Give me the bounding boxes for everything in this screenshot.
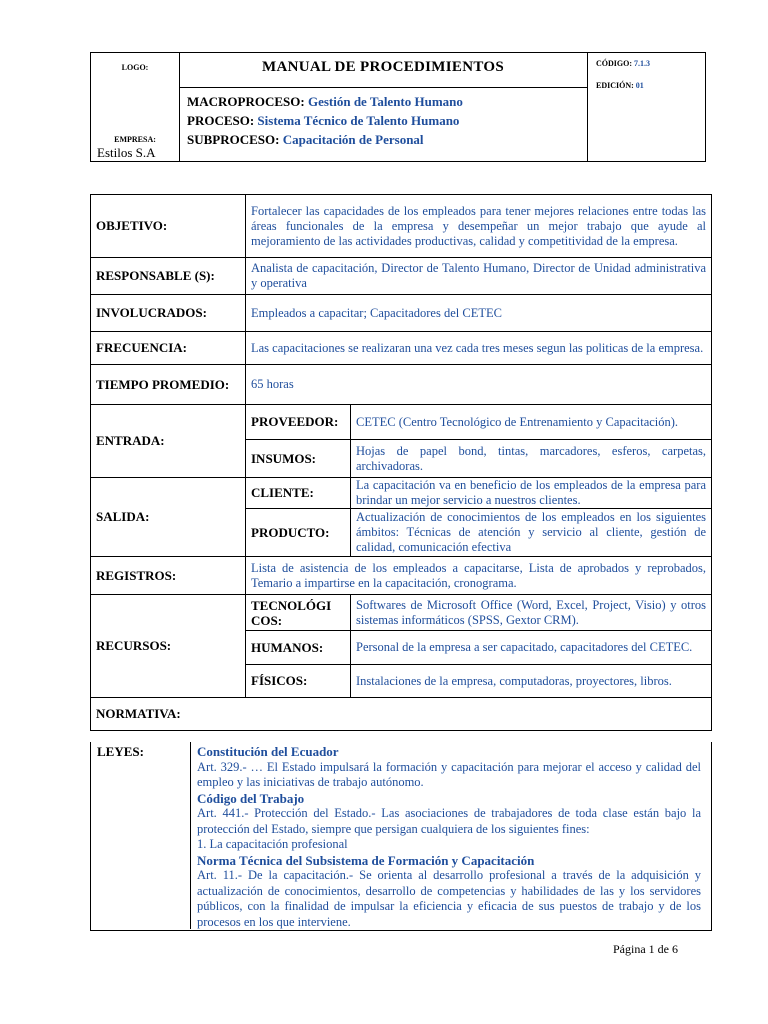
involucrados-text: Empleados a capacitar; Capacitadores del CETEC (246, 295, 712, 332)
proceso-label: PROCESO: (187, 113, 255, 128)
header-middle (179, 53, 588, 161)
proveedor-text: CETEC (Centro Tecnológico de Entrenamiento y Capacitación). (351, 405, 712, 440)
normativa-label: NORMATIVA: (91, 698, 712, 731)
frecuencia-text: Las capacitaciones se realizaran una vez cada tres meses segun las politicas de la empresa. (246, 332, 712, 365)
salida-label: SALIDA: (91, 478, 246, 557)
proveedor-label: PROVEEDOR: (246, 405, 351, 440)
subproceso-label: SUBPROCESO: (187, 132, 280, 147)
law-heading-constitucion: Constitución del Ecuador (197, 744, 339, 759)
humanos-text: Personal de la empresa a ser capacitado, capacitadores del CETEC. (351, 631, 712, 665)
registros-label: REGISTROS: (91, 557, 246, 595)
empresa-value: Estilos S.A (97, 145, 156, 160)
law-heading-norma-tecnica: Norma Técnica del Subsistema de Formación y Capacitación (197, 852, 535, 868)
law-text-art11: Art. 11.- De la capacitación.- Se orienta al desarrollo profesional a través de la adquisición y actualización de conocimientos, desarrollo de competencias y habilidades de las y los servidores públicos, con la finalidad de impulsar la eficiencia y eficacia de sus puestos de trabajo y de los procesos en los que interviene. (197, 868, 701, 929)
registros-text: Lista de asistencia de los empleados a capacitarse, Lista de aprobados y reprobados, Temario a impartirse en la capacitación, cronograma. (246, 557, 712, 595)
frecuencia-label: FRECUENCIA: (91, 332, 246, 365)
law-text-art329: Art. 329.- … El Estado impulsará la formación y capacitación para mejorar el acceso y calidad del empleo y las iniciativas de trabajo autónomo. (197, 759, 701, 789)
tecnologicos-label: TECNOLÓGI COS: (246, 595, 351, 631)
leyes-label: LEYES: (91, 742, 191, 929)
tiempo-label: TIEMPO PROMEDIO: (91, 365, 246, 405)
table-row (91, 295, 712, 332)
fisicos-label: FÍSICOS: (246, 665, 351, 698)
document-header (90, 52, 706, 162)
insumos-label: INSUMOS: (246, 440, 351, 478)
table-row (91, 557, 712, 595)
responsable-text: Analista de capacitación, Director de Talento Humano, Director de Unidad administrativa y operativa (246, 258, 712, 295)
insumos-text: Hojas de papel bond, tintas, marcadores, esferos, carpetas, archivadoras. (351, 440, 712, 478)
procedure-table (90, 194, 712, 731)
table-row (91, 195, 712, 258)
involucrados-label: INVOLUCRADOS: (91, 295, 246, 332)
objetivo-label: OBJETIVO: (91, 195, 246, 258)
table-row (91, 365, 712, 405)
macroproceso-value: Gestión de Talento Humano (307, 94, 463, 109)
codigo-value: 7.1.3 (634, 59, 650, 68)
table-row (91, 478, 712, 509)
edicion-label: EDICIÓN: (596, 81, 634, 90)
proceso-value: Sistema Técnico de Talento Humano (257, 113, 460, 128)
subproceso-value: Capacitación de Personal (282, 132, 424, 147)
table-row (91, 595, 712, 631)
codigo-label: CÓDIGO: (596, 59, 632, 68)
table-row (91, 405, 712, 440)
recursos-label: RECURSOS: (91, 595, 246, 698)
producto-text: Actualización de conocimientos de los empleados en los siguientes ámbitos: Técnicas de atención y servicio al cliente, gestión de calidad, comunicación efectiva (351, 509, 712, 557)
empresa-label: EMPRESA: (114, 135, 156, 144)
table-row (91, 258, 712, 295)
table-row (91, 698, 712, 731)
law-text-art441: Art. 441.- Protección del Estado.- Las asociaciones de trabajadores de toda clase están bajo la protección del Estado, siempre que persigan cualquiera de los siguientes fines: (197, 806, 701, 836)
page-number: Página 1 de 6 (613, 942, 678, 956)
logo-cell (91, 53, 180, 161)
leyes-section (90, 742, 712, 931)
logo-label: LOGO: (121, 63, 149, 72)
entrada-label: ENTRADA: (91, 405, 246, 478)
producto-label: PRODUCTO: (246, 509, 351, 557)
humanos-label: HUMANOS: (246, 631, 351, 665)
leyes-body (191, 742, 707, 932)
tecnologicos-text: Softwares de Microsoft Office (Word, Excel, Project, Visio) y otros sistemas informáticos (SPSS, Gextor CRM). (351, 595, 712, 631)
macroproceso-label: MACROPROCESO: (187, 94, 305, 109)
law-text-art441-item: 1. La capacitación profesional (197, 837, 348, 851)
edicion-value: 01 (635, 81, 644, 90)
manual-title: MANUAL DE PROCEDIMIENTOS (179, 53, 587, 88)
law-heading-codigo-trabajo: Código del Trabajo (197, 790, 305, 806)
cliente-label: CLIENTE: (246, 478, 351, 509)
tiempo-text: 65 horas (246, 365, 712, 405)
fisicos-text: Instalaciones de la empresa, computadoras, proyectores, libros. (351, 665, 712, 698)
responsable-label: RESPONSABLE (S): (91, 258, 246, 295)
cliente-text: La capacitación va en beneficio de los empleados de la empresa para brindar un mejor servicio a nuestros clientes. (351, 478, 712, 509)
objetivo-text: Fortalecer las capacidades de los empleados para tener mejores relaciones entre todas las áreas funcionales de la empresa y desempeñar un mejor trabajo que ayude al mejoramiento de las actividades productivas, calidad y competitividad de la empresa. (246, 195, 712, 258)
table-row (91, 332, 712, 365)
